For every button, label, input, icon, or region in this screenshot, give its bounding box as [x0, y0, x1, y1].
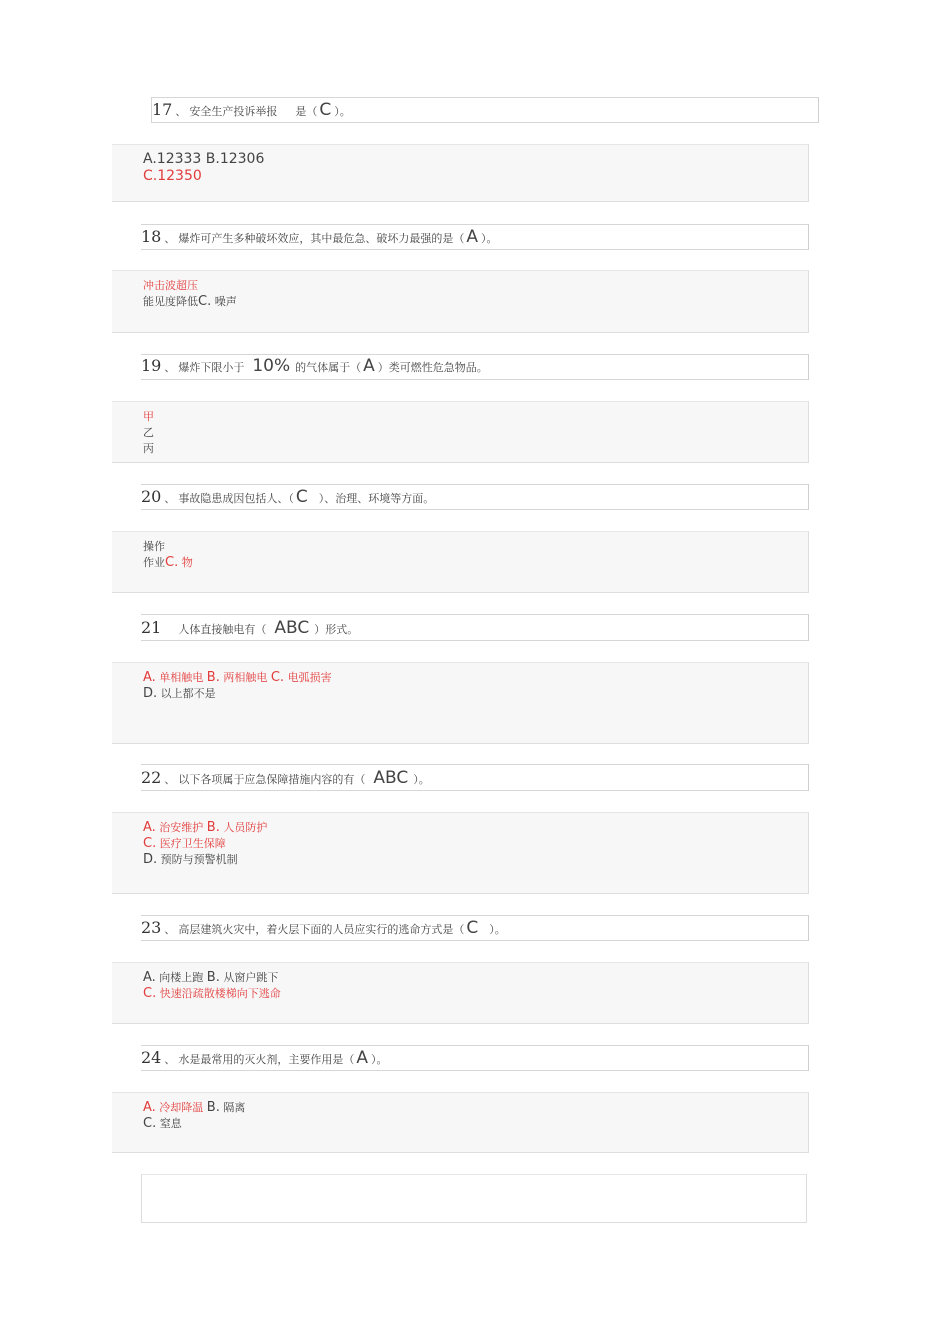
correct-option-text: 物 [178, 556, 193, 569]
correct-option-text: B. [206, 820, 220, 835]
question-stem-text: 人体直接触电有（ [178, 623, 267, 636]
answer-letters: C [466, 918, 479, 938]
question-stem-text-3: ）形式。 [314, 623, 359, 636]
option-text: 乙 [143, 426, 154, 439]
question-stem-18 [141, 224, 809, 250]
separator: 、 [164, 232, 176, 245]
option-text: D. [143, 852, 158, 867]
correct-option-text: C.12350 [143, 168, 202, 184]
options-box-18 [112, 270, 809, 333]
option-line [143, 168, 264, 185]
correct-option-text: C. [270, 670, 285, 685]
question-stem-21 [141, 614, 809, 641]
options-box-17 [112, 144, 809, 202]
answer-letters: ABC [373, 768, 409, 788]
options-list [143, 970, 281, 1002]
correct-option-text: A. [143, 670, 156, 685]
question-stem-17 [151, 97, 819, 123]
question-stem-text-2: 是（ [295, 105, 318, 118]
question-stem-text: 以下各项属于应急保障措施内容的有（ [178, 773, 366, 786]
answer-letters: A [363, 356, 375, 376]
option-line [143, 836, 267, 852]
options-list [143, 409, 154, 457]
option-line [143, 425, 154, 441]
option-line [143, 555, 193, 571]
empty-answer-box [141, 1174, 807, 1223]
option-text: 能见度降低 [143, 295, 198, 308]
correct-option-text: 医疗卫生保障 [156, 837, 226, 850]
option-text: 噪声 [211, 295, 237, 308]
question-text [141, 920, 506, 937]
question-text [152, 102, 351, 119]
correct-option-text: 单相触电 [155, 671, 207, 684]
correct-option-text: A. [143, 820, 156, 835]
question-text [141, 1050, 388, 1067]
option-text: B. [206, 1100, 220, 1115]
options-box-21 [112, 662, 809, 744]
question-number: 21 [141, 618, 162, 637]
question-stem-text-3: ）类可燃性危急物品。 [377, 361, 488, 374]
question-stem-text: 事故隐患成因包括人、（ [178, 492, 294, 505]
question-stem-22 [141, 764, 809, 791]
question-stem-19 [141, 354, 809, 380]
question-stem-text: 爆炸可产生多种破坏效应，其中最危急、破坏力最强的是（ [178, 232, 465, 245]
question-text [141, 489, 434, 506]
correct-option-text: 冲击波超压 [143, 279, 198, 292]
option-text: 操作 [143, 540, 165, 553]
separator: 、 [164, 773, 176, 786]
option-text: 窒息 [156, 1117, 182, 1130]
separator: 、 [164, 361, 176, 374]
option-line [143, 1116, 245, 1132]
option-line [143, 294, 237, 310]
options-list [143, 1100, 245, 1132]
correct-option-text: 两相触电 [219, 671, 271, 684]
answer-letters: C [319, 100, 332, 120]
question-stem-text-3: ）。 [413, 773, 430, 786]
options-list [143, 820, 267, 868]
option-line [143, 852, 267, 868]
question-stem-text: 水是最常用的灭火剂，主要作用是（ [178, 1053, 355, 1066]
correct-option-text: C. [165, 555, 179, 570]
question-stem-20 [141, 484, 809, 510]
question-text [141, 229, 498, 246]
question-stem-text: 安全生产投诉举报 [189, 105, 278, 118]
question-stem-text-3: ）、治理、环境等方面。 [318, 492, 435, 505]
option-text: 作业 [143, 556, 165, 569]
options-list [143, 539, 193, 571]
option-text: 从窗户跳下 [219, 971, 279, 984]
correct-option-text: B. [206, 670, 220, 685]
correct-option-text: 冷却降温 [155, 1101, 207, 1114]
option-line [143, 151, 264, 168]
option-text: 预防与预警机制 [157, 853, 238, 866]
option-text: A.12333 B.12306 [143, 151, 265, 167]
option-line [143, 670, 332, 686]
question-stem-text-3: ）。 [371, 1053, 388, 1066]
options-box-22 [112, 812, 809, 894]
question-stem-text: 爆炸下限小于 [178, 361, 245, 374]
stem-percent: 10% [252, 356, 291, 376]
correct-option-text: 电弧损害 [284, 671, 332, 684]
question-stem-text-3: ）。 [481, 232, 498, 245]
question-text [141, 358, 488, 375]
separator: 、 [164, 492, 176, 505]
options-box-20 [112, 531, 809, 593]
separator: 、 [164, 1053, 176, 1066]
option-text: 向楼上跑 [155, 971, 207, 984]
correct-option-text: C. [143, 836, 157, 851]
option-text: C. [143, 1116, 157, 1131]
option-text: A. [143, 970, 156, 985]
question-number: 18 [141, 227, 162, 246]
option-line [143, 441, 154, 457]
correct-option-text: 治安维护 [155, 821, 207, 834]
question-text [141, 620, 358, 637]
options-list [143, 670, 332, 702]
option-line [143, 1100, 245, 1116]
option-line [143, 278, 237, 294]
correct-option-text: 快速沿疏散楼梯向下逃命 [156, 987, 281, 1000]
answer-letters: A [466, 227, 478, 247]
option-text: B. [206, 970, 220, 985]
question-stem-text: 高层建筑火灾中，着火层下面的人员应实行的逃命方式是（ [178, 923, 465, 936]
question-stem-text-3: ）。 [334, 105, 351, 118]
options-list [143, 151, 264, 185]
option-text: 隔离 [219, 1101, 246, 1114]
question-number: 22 [141, 768, 162, 787]
question-stem-text-3: ）。 [489, 923, 506, 936]
separator: 、 [175, 105, 187, 118]
separator: 、 [164, 923, 176, 936]
correct-option-text: C. [143, 986, 157, 1001]
option-line [143, 686, 332, 702]
option-line [143, 539, 193, 555]
option-text: 丙 [143, 442, 154, 455]
question-text [141, 770, 430, 787]
options-box-23 [112, 962, 809, 1024]
question-number: 17 [152, 100, 173, 119]
option-line [143, 970, 281, 986]
question-stem-text-2: 的气体属于（ [295, 361, 362, 374]
option-text: C. [198, 294, 212, 309]
question-number: 23 [141, 918, 162, 937]
option-line [143, 409, 154, 425]
answer-letters: C [295, 487, 308, 507]
correct-option-text: 人员防护 [219, 821, 268, 834]
correct-option-text: 甲 [143, 410, 154, 423]
option-text: 以上都不是 [157, 687, 216, 700]
correct-option-text: A. [143, 1100, 156, 1115]
question-stem-24 [141, 1045, 809, 1071]
question-stem-23 [141, 915, 809, 941]
option-text: D. [143, 686, 158, 701]
answer-letters: A [356, 1048, 368, 1068]
option-line [143, 820, 267, 836]
options-box-19 [112, 401, 809, 463]
option-line [143, 986, 281, 1002]
question-number: 24 [141, 1048, 162, 1067]
question-number: 19 [141, 356, 162, 375]
answer-letters: ABC [274, 618, 310, 638]
options-list [143, 278, 237, 310]
options-box-24 [112, 1092, 809, 1153]
question-number: 20 [141, 487, 162, 506]
